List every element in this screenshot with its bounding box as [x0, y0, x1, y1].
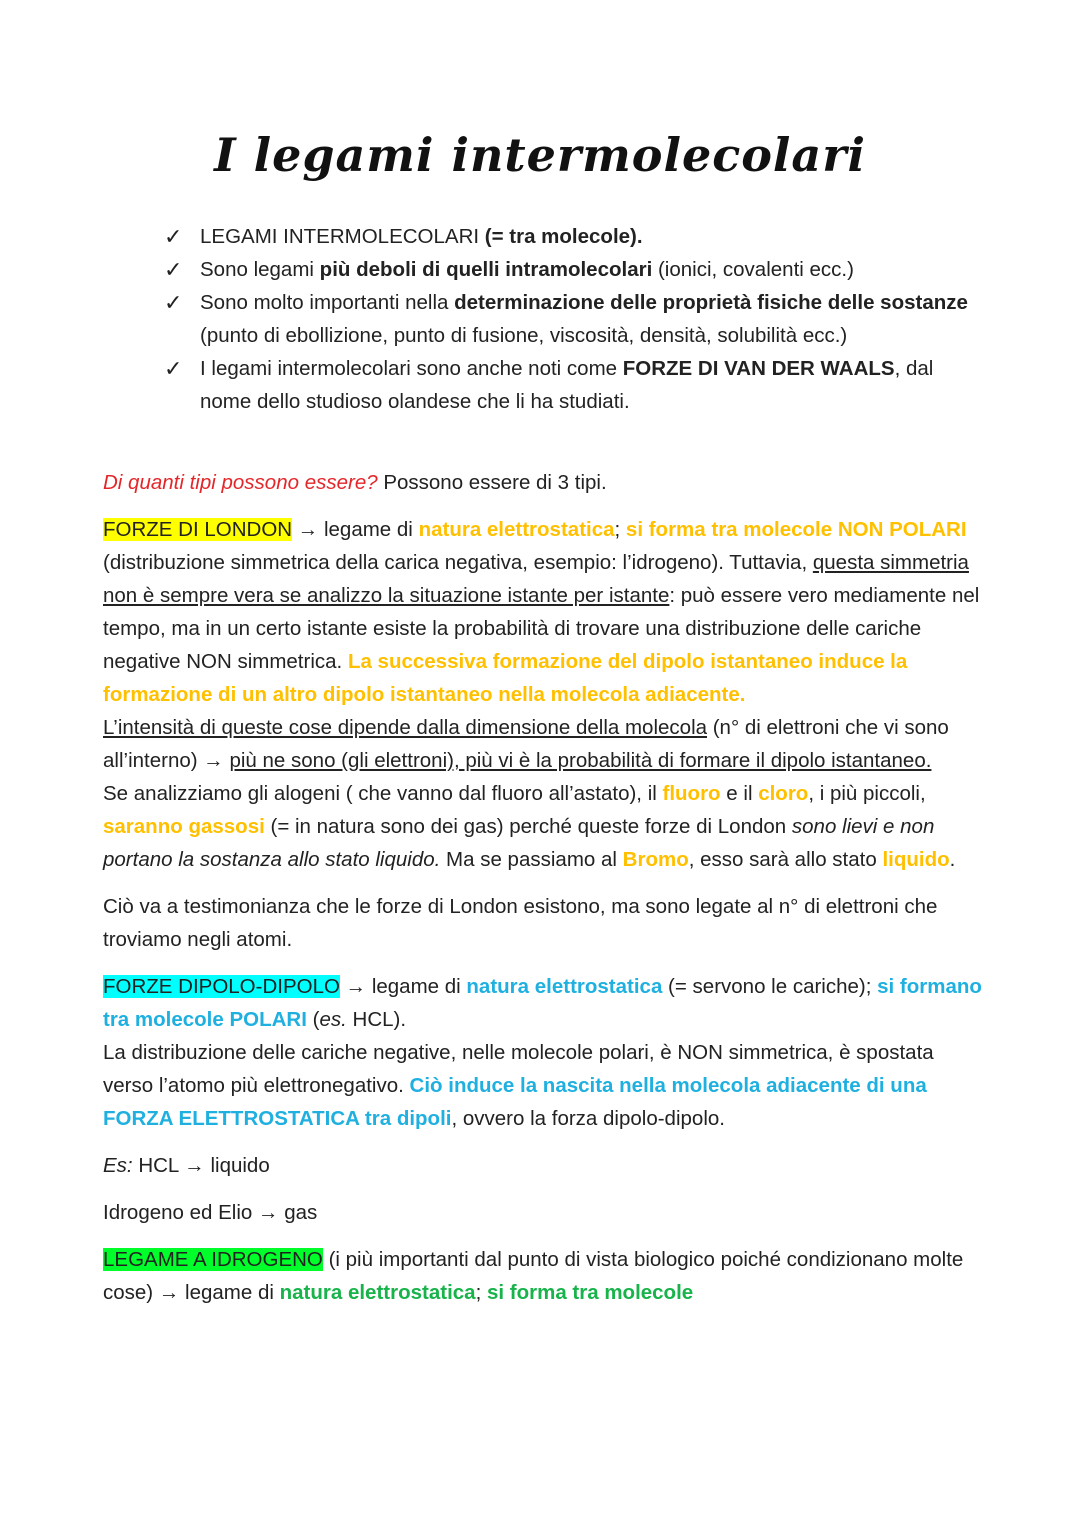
checklist-item: ✓ Sono legami più deboli di quelli intramolecolari (ionici, covalenti ecc.) [160, 253, 990, 286]
dipolo-paragraph: FORZE DIPOLO-DIPOLO → legame di natura elettrostatica (= servono le cariche); si formano tra molecole POLARI (es. HCL). La distribuzione delle cariche negative, nelle molecole polari, è NON simmetrica, è spostata verso l’atomo più elettronegativo. Ciò induce la nascita nella molecola adiacente di una FORZA ELETTROSTATICA tra dipoli, ovvero la forza dipolo-dipolo. [103, 975, 982, 1130]
checklist-item: ✓ I legami intermolecolari sono anche noti come FORZE DI VAN DER WAALS, dal nome dello studioso olandese che li ha studiati. [160, 352, 990, 418]
dipolo-heading: FORZE DIPOLO-DIPOLO [103, 975, 340, 998]
summary-checklist [160, 220, 990, 418]
london-paragraph: FORZE DI LONDON → legame di natura elettrostatica; si forma tra molecole NON POLARI (distribuzione simmetrica della carica negativa, esempio: l’idrogeno). Tuttavia, questa simmetria non è sempre vera se analizzo la situazione istante per istante: può essere vero mediamente nel tempo, ma in un certo istante esiste la probabilità di trovare una distribuzione delle cariche negative NON simmetrica. La successiva formazione del dipolo istantaneo induce la formazione di un altro dipolo istantaneo nella molecola adiacente. L’intensità di queste cose dipende dalla dimensione della molecola (n° di elettroni che vi sono all’interno) → più ne sono (gli elettroni), più vi è la probabilità di formare il dipolo istantaneo. Se analizziamo gli alogeni ( che vanno dal fluoro all’astato), il fluoro e il cloro, i più piccoli, saranno gassosi (= in natura sono dei gas) perché queste forze di London sono lievi e non portano la sostanza allo stato liquido. Ma se passiamo al Bromo, esso sarà allo stato liquido. [103, 518, 980, 871]
idrogeno-heading: LEGAME A IDROGENO [103, 1248, 323, 1271]
checkmark-icon: ✓ [164, 224, 183, 249]
checkmark-icon: ✓ [164, 356, 183, 381]
idrogeno-paragraph: LEGAME A IDROGENO (i più importanti dal punto di vista biologico poiché condizionano molte cose) → legame di natura elettrostatica; si forma tra molecole [103, 1248, 964, 1304]
checkmark-icon: ✓ [164, 257, 183, 282]
london-heading: FORZE DI LONDON [103, 518, 293, 541]
document-body [103, 466, 983, 1323]
intro-paragraph: Di quanti tipi possono essere? Possono essere di 3 tipi. [103, 471, 607, 494]
checklist-item: ✓ LEGAMI INTERMOLECOLARI (= tra molecole). [160, 220, 990, 253]
dipolo-example-2: Idrogeno ed Elio → gas [103, 1201, 318, 1224]
dipolo-example: Es: HCL → liquido [103, 1154, 270, 1177]
london-conclusion: Ciò va a testimonianza che le forze di London esistono, ma sono legate al n° di elettroni che troviamo negli atomi. [103, 895, 938, 951]
page-title: I legami intermolecolari [214, 128, 866, 182]
checklist-item: ✓ Sono molto importanti nella determinazione delle proprietà fisiche delle sostanze (punto di ebollizione, punto di fusione, viscosità, densità, solubilità ecc.) [160, 286, 990, 352]
checkmark-icon: ✓ [164, 290, 183, 315]
